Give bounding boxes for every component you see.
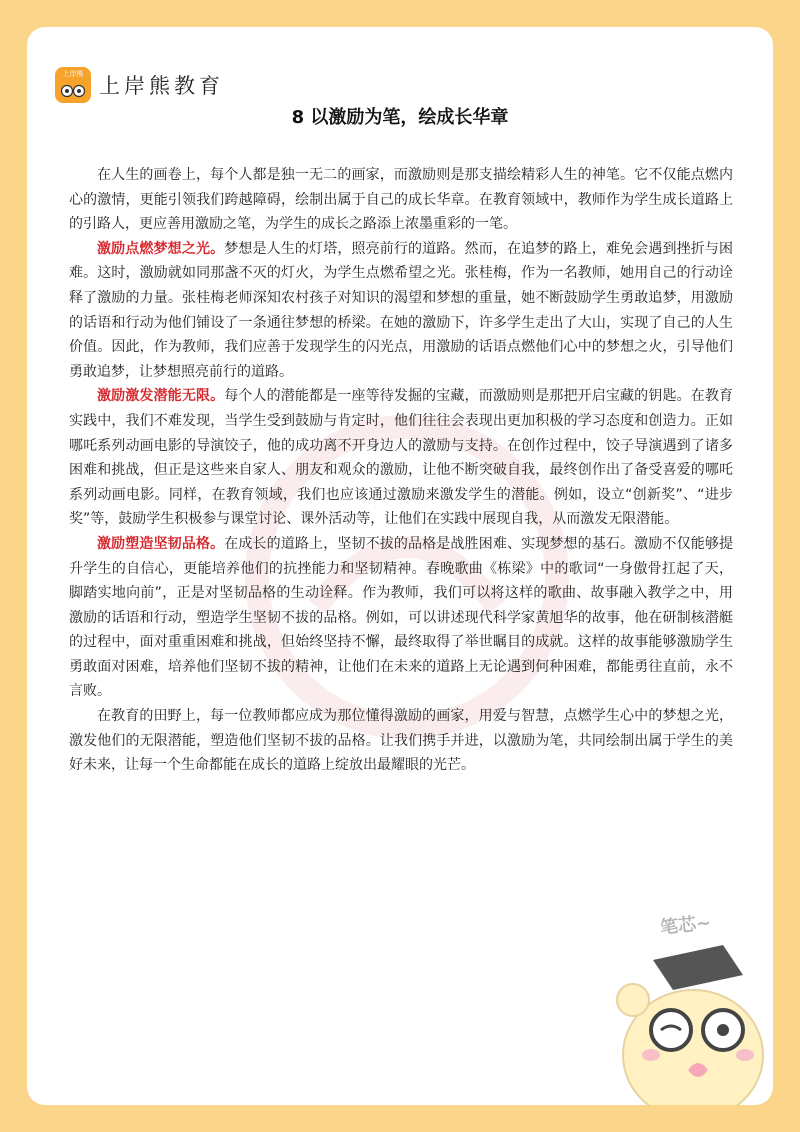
- article-body: [69, 163, 733, 778]
- brand-header: [55, 65, 224, 105]
- paragraph: [69, 704, 733, 778]
- paragraph-heading: 激励点燃梦想之光。: [97, 240, 225, 257]
- paragraph: [69, 163, 733, 237]
- sticker-label: 笔芯~: [659, 912, 713, 939]
- bear-mascot-icon: [593, 905, 773, 1105]
- paragraph-text: 梦想是人生的灯塔，照亮前行的道路。然而，在追梦的路上，难免会遇到挫折与困难。这时，激励就如同那盏不灭的灯火，为学生点燃希望之光。张桂梅，作为一名教师，她用自己的行动诠释了激励的力量。张桂梅老师深知农村孩子对知识的渴望和梦想的重量，她不断鼓励学生勇敢追梦，用激励的话语和行动为他们铺设了一条通往梦想的桥梁。在她的激励下，许多学生走出了大山，实现了自己的人生价值。因此，作为教师，我们应善于发现学生的闪光点，用激励的话语点燃他们心中的梦想之火，引导他们勇敢追梦，让梦想照亮前行的道路。: [69, 240, 734, 380]
- paragraph-text: 在教育的田野上，每一位教师都应成为那位懂得激励的画家，用爱与智慧，点燃学生心中的梦想之光，激发他们的无限潜能，塑造他们坚韧不拔的品格。让我们携手并进，以激励为笔，共同绘制出属于学生的美好未来，让每一个生命都能在成长的道路上绽放出最耀眼的光芒。: [69, 708, 733, 774]
- paragraph-text: 在人生的画卷上，每个人都是独一无二的画家，而激励则是那支描绘精彩人生的神笔。它不仅能点燃内心的激情，更能引领我们跨越障碍，绘制出属于自己的成长华章。在教育领域中，教师作为学生成长道路上的引路人，更应善用激励之笔，为学生的成长之路添上浓墨重彩的一笔。: [69, 167, 733, 233]
- bear-logo-icon: [55, 67, 91, 103]
- brand-name: 上岸熊教育: [99, 74, 224, 98]
- document-page: [27, 27, 773, 1105]
- paragraph: [69, 384, 733, 532]
- article-title: 8 以激励为笔，绘成长华章: [291, 107, 509, 128]
- paragraph-heading: 激励激发潜能无限。: [97, 388, 225, 405]
- logo-text: 上岸熊: [62, 70, 84, 78]
- paragraph-text: 每个人的潜能都是一座等待发掘的宝藏，而激励则是那把开启宝藏的钥匙。在教育实践中，我们不难发现，当学生受到鼓励与肯定时，他们往往会表现出更加积极的学习态度和创造力。正如哪吒系列动画电影的导演饺子，他的成功离不开身边人的激励与支持。在创作过程中，饺子导演遇到了诸多困难和挑战，但正是这些来自家人、朋友和观众的激励，让他不断突破自我，最终创作出了备受喜爱的哪吒系列动画电影。同样，在教育领域，我们也应该通过激励来激发学生的潜能。例如，设立“创新奖”、“进步奖”等，鼓励学生积极参与课堂讨论、课外活动等，让他们在实践中展现自我，从而激发无限潜能。: [69, 388, 734, 528]
- bear-face-icon: [60, 83, 86, 98]
- paragraph: [69, 237, 733, 385]
- paragraph-heading: 激励塑造坚韧品格。: [97, 535, 225, 552]
- paragraph-text: 在成长的道路上，坚韧不拔的品格是战胜困难、实现梦想的基石。激励不仅能够提升学生的自信心，更能培养他们的抗挫能力和坚韧精神。春晚歌曲《栋梁》中的歌词“一身傲骨扛起了天，脚踏实地向前”，正是对坚韧品格的生动诠释。作为教师，我们可以将这样的歌曲、故事融入教学之中，用激励的话语和行动，塑造学生坚韧不拔的品格。例如，可以讲述现代科学家黄旭华的故事，他在研制核潜艇的过程中，面对重重困难和挑战，但始终坚持不懈，最终取得了举世瞩目的成就。这样的故事能够激励学生勇敢面对困难，培养他们坚韧不拔的精神，让他们在未来的道路上无论遇到何种困难，都能勇往直前，永不言败。: [69, 535, 734, 700]
- paragraph: [69, 532, 733, 704]
